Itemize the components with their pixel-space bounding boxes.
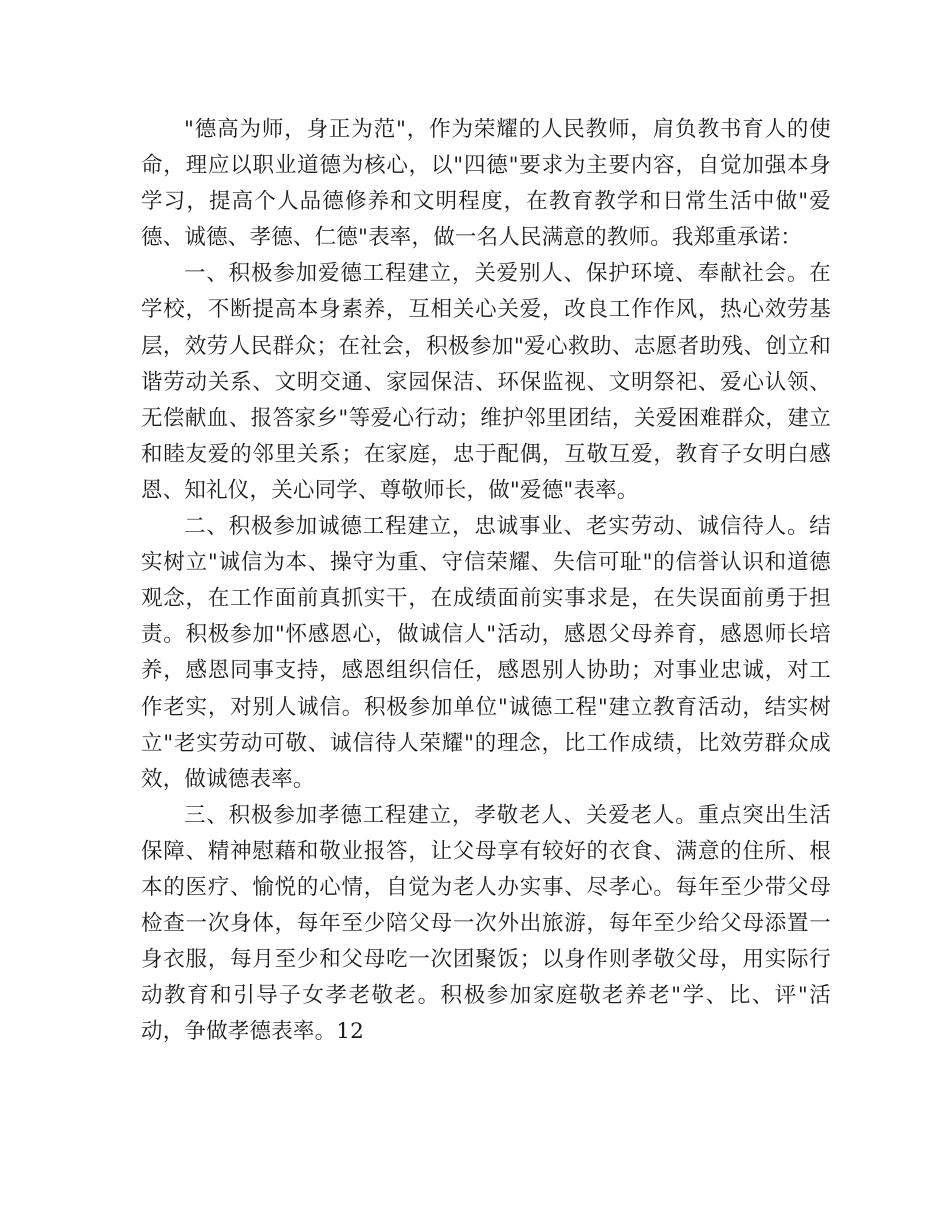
paragraph-ai-de: 一、积极参加爱德工程建立，关爱别人、保护环境、奉献社会。在学校，不断提高本身素养，互相关心关爱，改良工作作风，热心效劳基层，效劳人民群众；在社会，积极参加"爱心救助、志愿者助残、创立和谐劳动关系、文明交通、家园保洁、环保监视、文明祭祀、爱心认领、无偿献血、报答家乡"等爱心行动；维护邻里团结，关爱困难群众，建立和睦友爱的邻里关系；在家庭，忠于配偶，互敬互爱，教育子女明白感恩、知礼仪，关心同学、尊敬师长，做"爱德"表率。 — [141, 261, 831, 503]
paragraph-intro: "德高为师，身正为范"，作为荣耀的人民教师，肩负教书育人的使命，理应以职业道德为核心，以"四德"要求为主要内容，自觉加强本身学习，提高个人品德修养和文明程度，在教育教学和日常生活中做"爱德、诚德、孝德、仁德"表率，做一名人民满意的教师。我郑重承诺： — [141, 117, 831, 251]
document-body — [141, 112, 831, 1050]
paragraph-cheng-de: 二、积极参加诚德工程建立，忠诚事业、老实劳动、诚信待人。结实树立"诚信为本、操守为重、守信荣耀、失信可耻"的信誉认识和道德观念，在工作面前真抓实干，在成绩面前实事求是，在失误面前勇于担责。积极参加"怀感恩心，做诚信人"活动，感恩父母养育，感恩师长培养，感恩同事支持，感恩组织信任，感恩别人协助；对事业忠诚，对工作老实，对别人诚信。积极参加单位"诚德工程"建立教育活动，结实树立"老实劳动可敬、诚信待人荣耀"的理念，比工作成绩，比效劳群众成效，做诚德表率。 — [141, 514, 831, 792]
paragraph-xiao-de: 三、积极参加孝德工程建立，孝敬老人、关爱老人。重点突出生活保障、精神慰藉和敬业报答，让父母享有较好的衣食、满意的住所、根本的医疗、愉悦的心情，自觉为老人办实事、尽孝心。每年至少带父母检查一次身体，每年至少陪父母一次外出旅游，每年至少给父母添置一身衣服，每月至少和父母吃一次团聚饭；以身作则孝敬父母，用实际行动教育和引导子女孝老敬老。积极参加家庭敬老养老"学、比、评"活动，争做孝德表率。12 — [141, 802, 831, 1045]
